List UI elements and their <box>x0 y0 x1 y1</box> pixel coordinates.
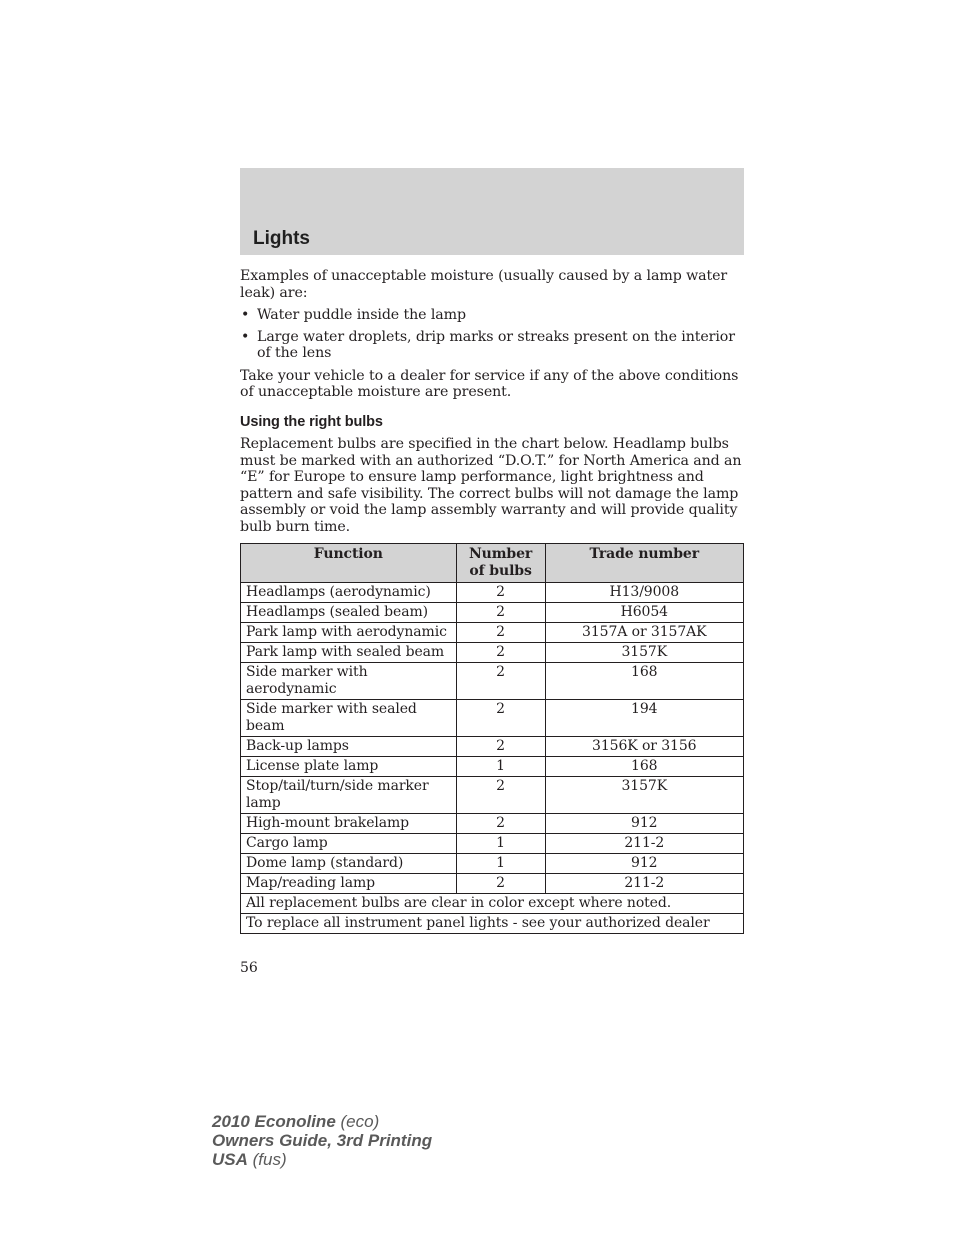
function-cell: Park lamp with aerodynamic <box>241 623 457 643</box>
bulb-count-cell: 2 <box>456 737 545 757</box>
table-note-row <box>241 914 744 934</box>
footer-market-name: USA <box>212 1150 248 1169</box>
table-note: All replacement bulbs are clear in color except where noted. <box>241 894 744 914</box>
trade-number-cell: 3156K or 3156 <box>545 737 743 757</box>
table-row <box>241 777 744 814</box>
bulb-count-cell: 1 <box>456 854 545 874</box>
function-cell: Side marker with sealed beam <box>241 700 457 737</box>
trade-number-cell: 912 <box>545 814 743 834</box>
trade-number-cell: 3157A or 3157AK <box>545 623 743 643</box>
section-header-band <box>240 168 744 255</box>
bulb-count-cell: 1 <box>456 757 545 777</box>
subsection-heading: Using the right bulbs <box>240 413 383 430</box>
table-note-row <box>241 894 744 914</box>
table-note: To replace all instrument panel lights - see your authorized dealer <box>241 914 744 934</box>
table-header-row <box>241 544 744 583</box>
function-cell: High-mount brakelamp <box>241 814 457 834</box>
column-header-trade-number: Trade number <box>545 544 743 583</box>
table-row <box>241 663 744 700</box>
bulb-count-cell: 2 <box>456 583 545 603</box>
bulb-count-cell: 2 <box>456 603 545 623</box>
footer-market-code: (fus) <box>247 1150 287 1169</box>
bulb-chart-table <box>240 543 744 934</box>
list-item: • Large water droplets, drip marks or streaks present on the interior of the lens <box>240 329 744 362</box>
function-cell: Headlamps (aerodynamic) <box>241 583 457 603</box>
trade-number-cell: 168 <box>545 663 743 700</box>
column-header-function: Function <box>241 544 457 583</box>
table-row <box>241 757 744 777</box>
table-row <box>241 583 744 603</box>
intro-paragraph: Examples of unacceptable moisture (usually caused by a lamp water leak) are: <box>240 268 728 301</box>
table-row <box>241 874 744 894</box>
bulb-count-cell: 2 <box>456 643 545 663</box>
bulb-count-cell: 2 <box>456 623 545 643</box>
trade-number-cell: 3157K <box>545 643 743 663</box>
bulb-count-cell: 2 <box>456 700 545 737</box>
table-row <box>241 623 744 643</box>
bulb-count-cell: 2 <box>456 814 545 834</box>
trade-number-cell: H6054 <box>545 603 743 623</box>
function-cell: Cargo lamp <box>241 834 457 854</box>
bulbs-paragraph: Replacement bulbs are specified in the chart below. Headlamp bulbs must be marked with an authorized “D.O.T.” for North America and an “E” for Europe to ensure lamp performance, light brightness and pattern and safe visibility. The correct bulbs will not damage the lamp assembly or void the lamp assembly warranty and will provide quality bulb burn time. <box>240 436 742 535</box>
table-row <box>241 643 744 663</box>
table-row <box>241 737 744 757</box>
footer-model-code: (eco) <box>335 1112 380 1131</box>
table-row <box>241 603 744 623</box>
bulb-count-cell: 2 <box>456 874 545 894</box>
trade-number-cell: 912 <box>545 854 743 874</box>
page-content <box>240 268 744 934</box>
moisture-examples-list <box>240 307 744 362</box>
function-cell: Map/reading lamp <box>241 874 457 894</box>
dealer-paragraph: Take your vehicle to a dealer for service if any of the above conditions of unacceptable moisture are present. <box>240 367 739 400</box>
page-number: 56 <box>240 960 258 976</box>
bulb-count-cell: 2 <box>456 663 545 700</box>
footer-line-printing <box>212 1131 432 1150</box>
footer-model-name: 2010 Econoline <box>212 1112 336 1131</box>
column-header-number-of-bulbs: Number of bulbs <box>456 544 545 583</box>
footer-line-market <box>212 1150 432 1169</box>
table-row <box>241 834 744 854</box>
trade-number-cell: H13/9008 <box>545 583 743 603</box>
table-row <box>241 814 744 834</box>
trade-number-cell: 168 <box>545 757 743 777</box>
function-cell: Headlamps (sealed beam) <box>241 603 457 623</box>
document-footer <box>212 1112 432 1169</box>
table-row <box>241 854 744 874</box>
list-item: • Water puddle inside the lamp <box>240 307 744 324</box>
footer-printing: Owners Guide, 3rd Printing <box>212 1131 433 1150</box>
bulb-count-cell: 1 <box>456 834 545 854</box>
trade-number-cell: 3157K <box>545 777 743 814</box>
trade-number-cell: 211-2 <box>545 874 743 894</box>
function-cell: Stop/tail/turn/side marker lamp <box>241 777 457 814</box>
function-cell: Back-up lamps <box>241 737 457 757</box>
trade-number-cell: 211-2 <box>545 834 743 854</box>
function-cell: Side marker with aerodynamic <box>241 663 457 700</box>
function-cell: License plate lamp <box>241 757 457 777</box>
footer-line-model <box>212 1112 432 1131</box>
table-row <box>241 700 744 737</box>
section-title: Lights <box>253 228 310 249</box>
function-cell: Park lamp with sealed beam <box>241 643 457 663</box>
trade-number-cell: 194 <box>545 700 743 737</box>
function-cell: Dome lamp (standard) <box>241 854 457 874</box>
bulb-count-cell: 2 <box>456 777 545 814</box>
